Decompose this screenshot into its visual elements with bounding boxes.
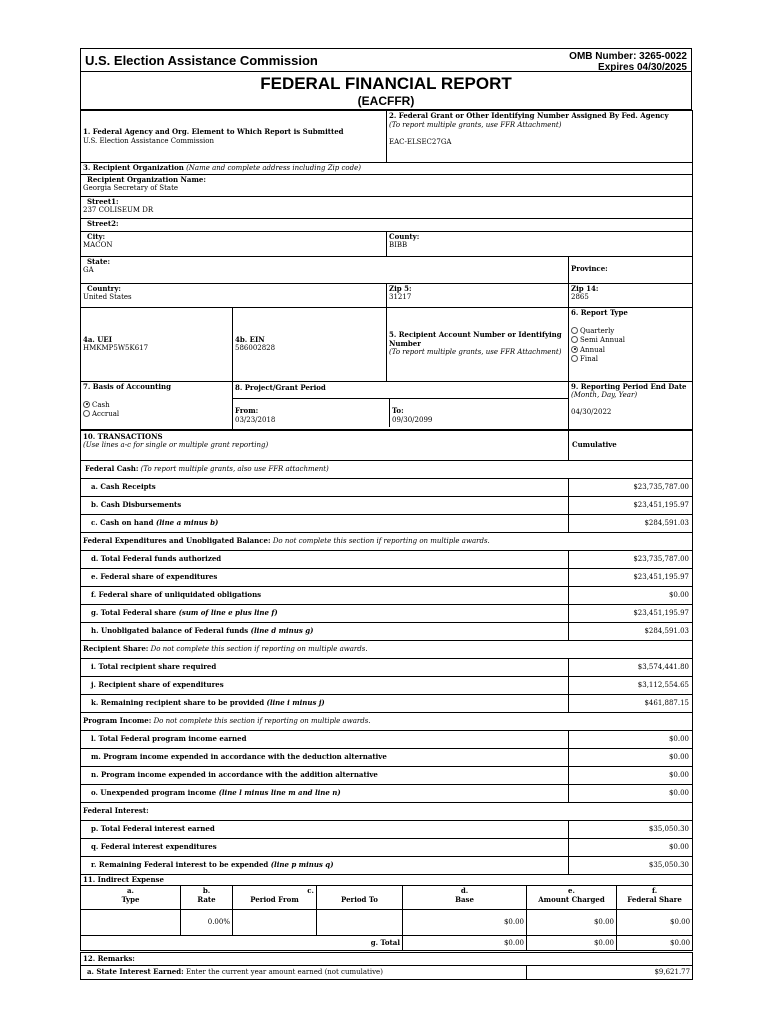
- line-m-label: m. Program income expended in accordance with the deduction alternative: [81, 748, 569, 766]
- box-9-label: 9. Reporting Period End Date: [571, 381, 687, 391]
- line-b-value: $23,451,195.97: [569, 496, 693, 514]
- line-l-value: $0.00: [569, 730, 693, 748]
- province-label: Province:: [571, 264, 608, 274]
- basis-cash[interactable]: [83, 401, 230, 410]
- report-type-semi-annual[interactable]: [571, 336, 690, 345]
- line-i-label: i. Total recipient share required: [81, 658, 569, 676]
- radio-icon[interactable]: [571, 336, 578, 343]
- col-letter: e.: [568, 886, 575, 895]
- box-9: [569, 381, 693, 429]
- county: [387, 231, 693, 256]
- indirect-to: [317, 910, 403, 936]
- recip-note: Do not complete this section if reporting on multiple awards.: [150, 644, 368, 653]
- line-h-label: h. Unobligated balance of Federal funds: [91, 625, 249, 635]
- line-h-value: $284,591.03: [569, 622, 693, 640]
- omb-number: OMB Number: 3265-0022: [569, 51, 687, 62]
- line-e-label: e. Federal share of expenditures: [81, 568, 569, 586]
- box-3-label: 3. Recipient Organization: [83, 163, 184, 172]
- indirect-header-row: [81, 886, 693, 910]
- recipient-name-label: Recipient Organization Name:: [87, 174, 206, 184]
- line-r: [81, 856, 569, 874]
- federal-financial-report-form: [80, 48, 692, 980]
- line-a-value: $23,735,787.00: [569, 478, 693, 496]
- indirect-total-row: [81, 936, 693, 952]
- indirect-base: $0.00: [403, 910, 527, 936]
- period-to-label: To:: [392, 406, 404, 415]
- box-2: [387, 111, 693, 163]
- indirect-rate: 0.00%: [181, 910, 233, 936]
- box-9-value: 04/30/2022: [571, 408, 612, 416]
- line-f-label: f. Federal share of unliquidated obligations: [81, 586, 569, 604]
- line-g: [81, 604, 569, 622]
- box-6: [569, 307, 693, 381]
- col-name: Type: [121, 894, 140, 904]
- line-i-value: $3,574,441.80: [569, 658, 693, 676]
- omb-expiration: Expires 04/30/2025: [598, 62, 687, 73]
- line-f-value: $0.00: [569, 586, 693, 604]
- federal-cash-header: [81, 460, 693, 478]
- line-h: [81, 622, 569, 640]
- recipient-name: [81, 174, 693, 196]
- box-5-note: (To report multiple grants, use FFR Attachment): [389, 348, 562, 357]
- line-c-label: c. Cash on hand: [91, 517, 154, 527]
- box-9-note: (Month, Day, Year): [571, 391, 638, 399]
- basis-cash-label: Cash: [92, 400, 110, 409]
- line-j-value: $3,112,554.65: [569, 676, 693, 694]
- zip4: [569, 283, 693, 307]
- box-4b: [233, 307, 387, 381]
- line-m-value: $0.00: [569, 748, 693, 766]
- transactions-table: [80, 430, 693, 875]
- indirect-total-federal: $0.00: [617, 936, 693, 952]
- line-b-label: b. Cash Disbursements: [81, 496, 569, 514]
- report-type-quarterly-label: Quarterly: [580, 326, 615, 335]
- cumulative-header: Cumulative: [569, 430, 693, 460]
- recipient-info-table: [80, 110, 693, 430]
- table-row: [81, 910, 693, 936]
- indirect-federal: $0.00: [617, 910, 693, 936]
- box-2-value: EAC-ELSEC27GA: [389, 137, 452, 146]
- line-p-value: $35,050.30: [569, 820, 693, 838]
- col-name: Period To: [341, 894, 378, 904]
- radio-selected-icon[interactable]: [83, 401, 90, 408]
- line-p-label: p. Total Federal interest earned: [81, 820, 569, 838]
- city-value: MACON: [83, 241, 113, 249]
- interest-section: [81, 802, 693, 820]
- zip5-label: Zip 5:: [389, 283, 412, 293]
- box-5-label: 5. Recipient Account Number or Identifying Number: [389, 330, 562, 348]
- form-title-box: [80, 72, 692, 110]
- box-5: [387, 307, 569, 381]
- interest-label: Federal Interest:: [83, 805, 149, 815]
- col-name: Period From: [250, 894, 299, 904]
- report-type-final-label: Final: [580, 355, 599, 363]
- state-interest-text: Enter the current year amount earned (not cumulative): [185, 968, 383, 977]
- city-label: City:: [87, 231, 106, 241]
- table-row: [81, 730, 693, 748]
- agency-name: U.S. Election Assistance Commission: [85, 53, 318, 68]
- box-7-label: 7. Basis of Accounting: [83, 381, 171, 391]
- indirect-total-charged: $0.00: [527, 936, 617, 952]
- line-g-note: (sum of line e plus line f): [178, 607, 278, 617]
- table-row: [81, 856, 693, 874]
- line-k-value: $461,887.15: [569, 694, 693, 712]
- box-2-note: (To report multiple grants, use FFR Attachment): [389, 120, 562, 129]
- street2: [81, 218, 693, 231]
- street1: [81, 196, 693, 218]
- box-10-label: 10. TRANSACTIONS: [83, 431, 163, 441]
- county-value: BIBB: [389, 241, 408, 249]
- line-e-value: $23,451,195.97: [569, 568, 693, 586]
- box-12-label: 12. Remarks:: [81, 952, 693, 966]
- col-rate-header: [181, 886, 233, 910]
- line-n-value: $0.00: [569, 766, 693, 784]
- line-o: [81, 784, 569, 802]
- period-to: [390, 399, 434, 427]
- recip-label: Recipient Share:: [83, 643, 149, 653]
- box-8-label: 8. Project/Grant Period: [235, 382, 326, 392]
- box-1-value: U.S. Election Assistance Commission: [83, 136, 214, 145]
- state-label: State:: [87, 256, 111, 266]
- box-4b-value: 586002828: [235, 344, 276, 352]
- omb-info: [569, 51, 687, 73]
- line-k: [81, 694, 569, 712]
- prog-label: Program Income:: [83, 715, 152, 725]
- recipient-name-value: Georgia Secretary of State: [83, 184, 179, 192]
- fed-exp-note: Do not complete this section if reporting on multiple awards.: [272, 536, 490, 545]
- line-h-note: (line d minus g): [250, 625, 314, 635]
- period-from: [233, 399, 390, 427]
- col-letter: a.: [127, 886, 134, 895]
- box-2-label: 2. Federal Grant or Other Identifying Number Assigned By Fed. Agency: [389, 111, 669, 120]
- line-o-label: o. Unexpended program income: [91, 787, 217, 797]
- basis-accrual-label: Accrual: [92, 410, 120, 418]
- line-q-label: q. Federal interest expenditures: [81, 838, 569, 856]
- table-row: [81, 966, 693, 980]
- table-row: [81, 838, 693, 856]
- col-federal-header: [617, 886, 693, 910]
- box-10-note: (Use lines a-c for single or multiple grant reporting): [83, 441, 269, 449]
- indirect-type: [81, 910, 181, 936]
- box-10: [81, 430, 569, 460]
- line-r-value: $35,050.30: [569, 856, 693, 874]
- line-q-value: $0.00: [569, 838, 693, 856]
- period-to-value: 09/30/2099: [392, 415, 433, 424]
- col-name: Federal Share: [627, 894, 682, 904]
- state-interest-label: a. State Interest Earned:: [87, 967, 184, 977]
- country: [81, 283, 387, 307]
- table-row: [81, 820, 693, 838]
- line-d-label: d. Total Federal funds authorized: [81, 550, 569, 568]
- period-from-label: From:: [235, 406, 259, 415]
- line-g-label: g. Total Federal share: [91, 607, 177, 617]
- province: [569, 256, 693, 283]
- col-letter: c.: [307, 886, 314, 895]
- line-o-value: $0.00: [569, 784, 693, 802]
- line-c-value: $284,591.03: [569, 514, 693, 532]
- table-row: [81, 694, 693, 712]
- box-6-label: 6. Report Type: [571, 307, 628, 317]
- table-row: [81, 496, 693, 514]
- box-4a: [81, 307, 233, 381]
- box-7: [81, 381, 233, 429]
- report-type-final[interactable]: [571, 355, 690, 364]
- col-name: Amount Charged: [538, 894, 605, 904]
- line-o-note: (line l minus line m and line n): [218, 787, 341, 797]
- line-k-label: k. Remaining recipient share to be provided: [91, 697, 265, 707]
- box-1-label: 1. Federal Agency and Org. Element to Which Report is Submitted: [83, 127, 344, 136]
- zip5: [387, 283, 569, 307]
- indirect-total-base: $0.00: [403, 936, 527, 952]
- line-l-label: l. Total Federal program income earned: [81, 730, 569, 748]
- zip4-value: 2865: [571, 293, 589, 301]
- col-name: Rate: [197, 894, 216, 904]
- federal-cash-label: Federal Cash:: [85, 463, 139, 473]
- report-type-quarterly[interactable]: [571, 327, 690, 336]
- county-label: County:: [389, 231, 420, 241]
- indirect-expense-table: [80, 875, 693, 981]
- zip5-value: 31217: [389, 293, 412, 301]
- box-3: [81, 163, 693, 175]
- street2-label: Street2:: [87, 218, 119, 228]
- box-4b-label: 4b. EIN: [235, 334, 265, 344]
- state: [81, 256, 569, 283]
- box-3-note: (Name and complete address including Zip code): [186, 164, 361, 172]
- table-row: [81, 748, 693, 766]
- federal-cash-note: (To report multiple grants, also use FFR attachment): [140, 464, 329, 473]
- state-value: GA: [83, 266, 94, 274]
- table-row: [81, 586, 693, 604]
- radio-icon[interactable]: [571, 327, 578, 334]
- page-subtitle: (EACFFR): [357, 94, 415, 108]
- col-period-to-header: [317, 886, 403, 910]
- city: [81, 231, 387, 256]
- box-4a-label: 4a. UEI: [83, 334, 112, 344]
- col-letter: b.: [202, 886, 211, 895]
- indirect-charged: $0.00: [527, 910, 617, 936]
- state-interest-value: $9,621.77: [527, 966, 693, 980]
- indirect-total-label: g. Total: [81, 936, 403, 952]
- form-header: [80, 48, 692, 72]
- table-row: [81, 784, 693, 802]
- indirect-from: [233, 910, 317, 936]
- col-letter: f.: [651, 886, 658, 895]
- radio-selected-icon[interactable]: [571, 346, 578, 353]
- line-g-value: $23,451,195.97: [569, 604, 693, 622]
- zip4-label: Zip 14:: [571, 283, 599, 293]
- state-interest: [81, 966, 527, 980]
- line-r-label: r. Remaining Federal interest to be expended: [91, 859, 269, 869]
- col-type-header: [81, 886, 181, 910]
- country-value: United States: [83, 293, 132, 301]
- table-row: [81, 676, 693, 694]
- radio-icon[interactable]: [83, 410, 90, 417]
- col-period-from-header: [233, 886, 317, 910]
- table-row: [81, 658, 693, 676]
- table-row: [81, 550, 693, 568]
- table-row: [81, 604, 693, 622]
- line-n-label: n. Program income expended in accordance with the addition alternative: [81, 766, 569, 784]
- basis-accrual[interactable]: [83, 410, 230, 419]
- col-charged-header: [527, 886, 617, 910]
- col-letter: d.: [460, 886, 469, 895]
- report-type-semi-annual-label: Semi Annual: [580, 336, 626, 344]
- radio-icon[interactable]: [571, 355, 578, 362]
- street1-value: 237 COLISEUM DR: [83, 206, 154, 214]
- box-11-label: 11. Indirect Expense: [81, 875, 693, 886]
- box-8: [233, 381, 569, 429]
- col-name: Base: [455, 894, 474, 904]
- page-title: FEDERAL FINANCIAL REPORT: [260, 74, 512, 93]
- recip-section: [81, 640, 693, 658]
- line-r-note: (line p minus q): [270, 859, 334, 869]
- line-k-note: (line i minus j): [266, 697, 325, 707]
- country-label: Country:: [87, 283, 121, 293]
- report-type-annual-label: Annual: [580, 345, 605, 354]
- table-row: [81, 766, 693, 784]
- period-from-value: 03/23/2018: [235, 415, 276, 424]
- fed-exp-section: [81, 532, 693, 550]
- box-1: [81, 111, 387, 163]
- street1-label: Street1:: [87, 196, 119, 206]
- prog-note: Do not complete this section if reporting on multiple awards.: [153, 716, 371, 725]
- table-row: [81, 478, 693, 496]
- table-row: [81, 514, 693, 532]
- prog-section: [81, 712, 693, 730]
- line-d-value: $23,735,787.00: [569, 550, 693, 568]
- table-row: [81, 568, 693, 586]
- box-4a-value: HMKMP5W5K617: [83, 344, 149, 352]
- col-base-header: [403, 886, 527, 910]
- line-c-note: (line a minus b): [155, 517, 219, 527]
- table-row: [81, 622, 693, 640]
- line-a-label: a. Cash Receipts: [81, 478, 569, 496]
- fed-exp-label: Federal Expenditures and Unobligated Balance:: [83, 535, 271, 545]
- report-type-annual[interactable]: [571, 346, 690, 355]
- line-j-label: j. Recipient share of expenditures: [81, 676, 569, 694]
- line-c: [81, 514, 569, 532]
